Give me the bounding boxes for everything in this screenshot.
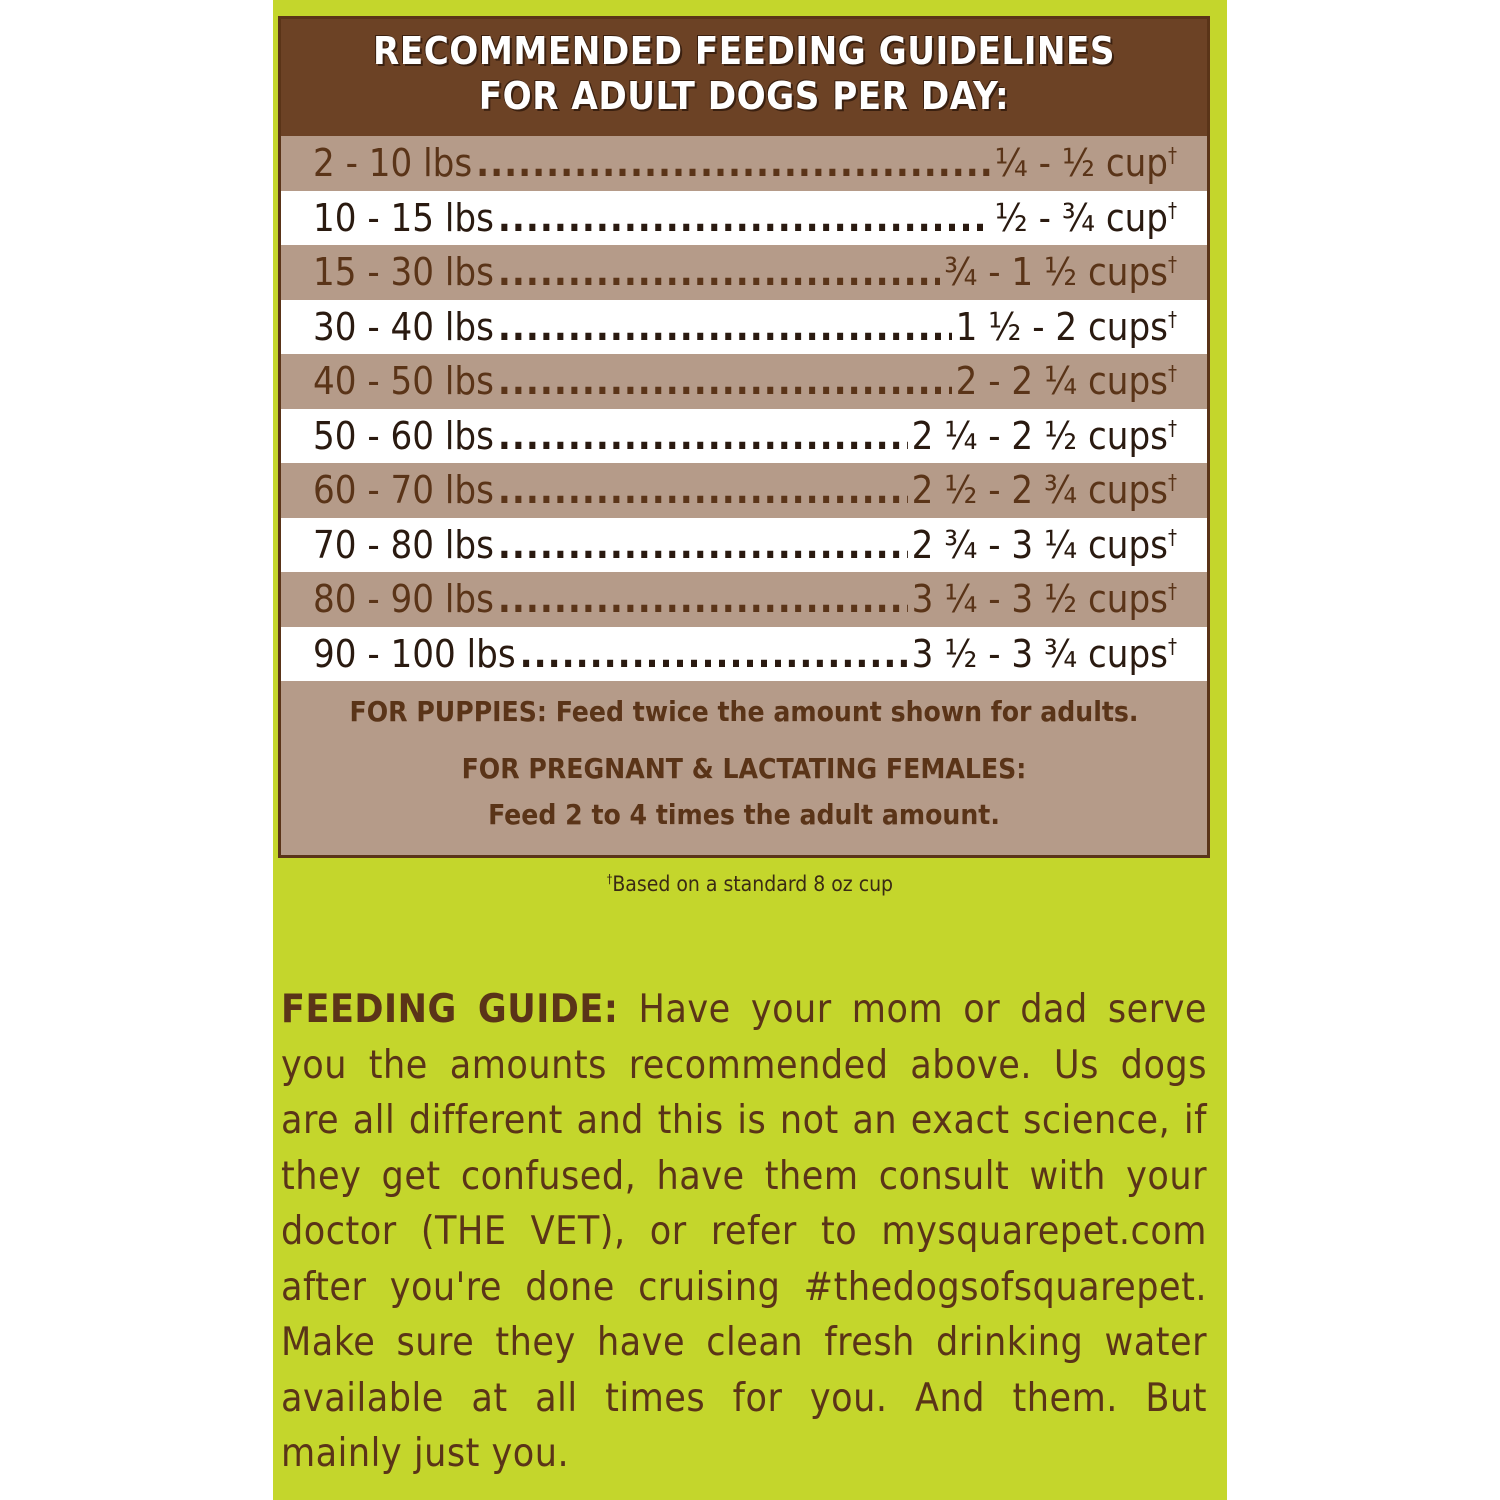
weight-range: 10 - 15 lbs [313,195,494,240]
weight-range: 50 - 60 lbs [313,413,494,458]
dagger-mark: † [1168,306,1177,331]
footnote-mark: † [606,872,613,886]
weight-range: 15 - 30 lbs [313,250,494,295]
feeding-row [281,245,1207,300]
amount-text: 1 ½ - 2 cups [955,304,1168,349]
footnote [273,872,1227,896]
feeding-row [281,463,1207,518]
feeding-row [281,518,1207,573]
amount [995,196,1177,240]
amount [912,468,1177,512]
amount-text: 2 ¾ - 3 ¼ cups [911,522,1168,567]
dagger-mark: † [1168,252,1177,277]
dagger-mark: † [1168,415,1177,440]
feeding-row [281,354,1207,409]
puppies-note: FOR PUPPIES: Feed twice the amount shown for adults. [349,695,1139,728]
dot-leader [498,250,940,294]
feeding-row [281,300,1207,355]
weight-range: 30 - 40 lbs [313,304,494,349]
dot-leader [498,414,908,458]
amount [912,577,1177,621]
weight-range: 60 - 70 lbs [313,468,494,513]
dagger-mark: † [1168,579,1177,604]
feeding-guide [281,982,1207,1482]
feeding-row [281,191,1207,246]
amount [995,141,1177,185]
amount-text: 3 ½ - 3 ¾ cups [911,631,1168,676]
title-line-2: FOR ADULT DOGS PER DAY: [478,74,1010,118]
amount-text: 2 ½ - 2 ¾ cups [911,468,1168,513]
guide-label: FEEDING GUIDE: [281,987,619,1032]
feeding-row [281,409,1207,464]
dagger-mark: † [1168,470,1177,495]
dot-leader [498,305,952,349]
dot-leader [498,577,908,621]
amount-text: ¾ - 1 ½ cups [944,250,1168,295]
amount-text: 2 - 2 ¼ cups [955,359,1168,404]
amount [956,305,1177,349]
weight-range: 40 - 50 lbs [313,359,494,404]
dot-leader [498,196,991,240]
dagger-mark: † [1168,143,1177,168]
dagger-mark: † [1168,197,1177,222]
pregnant-heading: FOR PREGNANT & LACTATING FEMALES: [461,752,1027,785]
amount [956,359,1177,403]
weight-range: 90 - 100 lbs [313,631,516,676]
amount [912,523,1177,567]
amount-text: 3 ¼ - 3 ½ cups [911,577,1168,622]
amount [944,250,1177,294]
dot-leader [498,523,908,567]
weight-range: 70 - 80 lbs [313,522,494,567]
feeding-card [273,0,1227,1500]
weight-range: 2 - 10 lbs [313,141,473,186]
guide-text: Have your mom or dad serve you the amounts recommended above. Us dogs are all different and this is not an exact science, if they get confused, have them consult with your doctor (THE VET), or refer to mysquarepet.com after you're done cruising #thedogsofsquarepet. Make sure they have clean fresh drinking water available at all times for you. And them. But mainly just you. [281,987,1207,1476]
footnote-text: Based on a standard 8 oz cup [612,872,894,896]
feeding-row [281,572,1207,627]
dot-leader [520,632,908,676]
feeding-row [281,627,1207,682]
amount-text: 2 ¼ - 2 ½ cups [911,413,1168,458]
dot-leader [476,141,990,185]
amount [912,632,1177,676]
dagger-mark: † [1168,633,1177,658]
title-line-1: RECOMMENDED FEEDING GUIDELINES [373,29,1115,73]
feeding-row [281,136,1207,191]
dot-leader [498,359,952,403]
table-title [281,19,1207,136]
pregnant-note: Feed 2 to 4 times the adult amount. [488,798,1000,831]
dagger-mark: † [1168,524,1177,549]
feeding-table [278,16,1210,858]
amount-text: ½ - ¾ cup [994,195,1168,240]
dagger-mark: † [1168,361,1177,386]
dot-leader [498,468,908,512]
amount [912,414,1177,458]
amount-text: ¼ - ½ cup [994,141,1168,186]
weight-range: 80 - 90 lbs [313,577,494,622]
